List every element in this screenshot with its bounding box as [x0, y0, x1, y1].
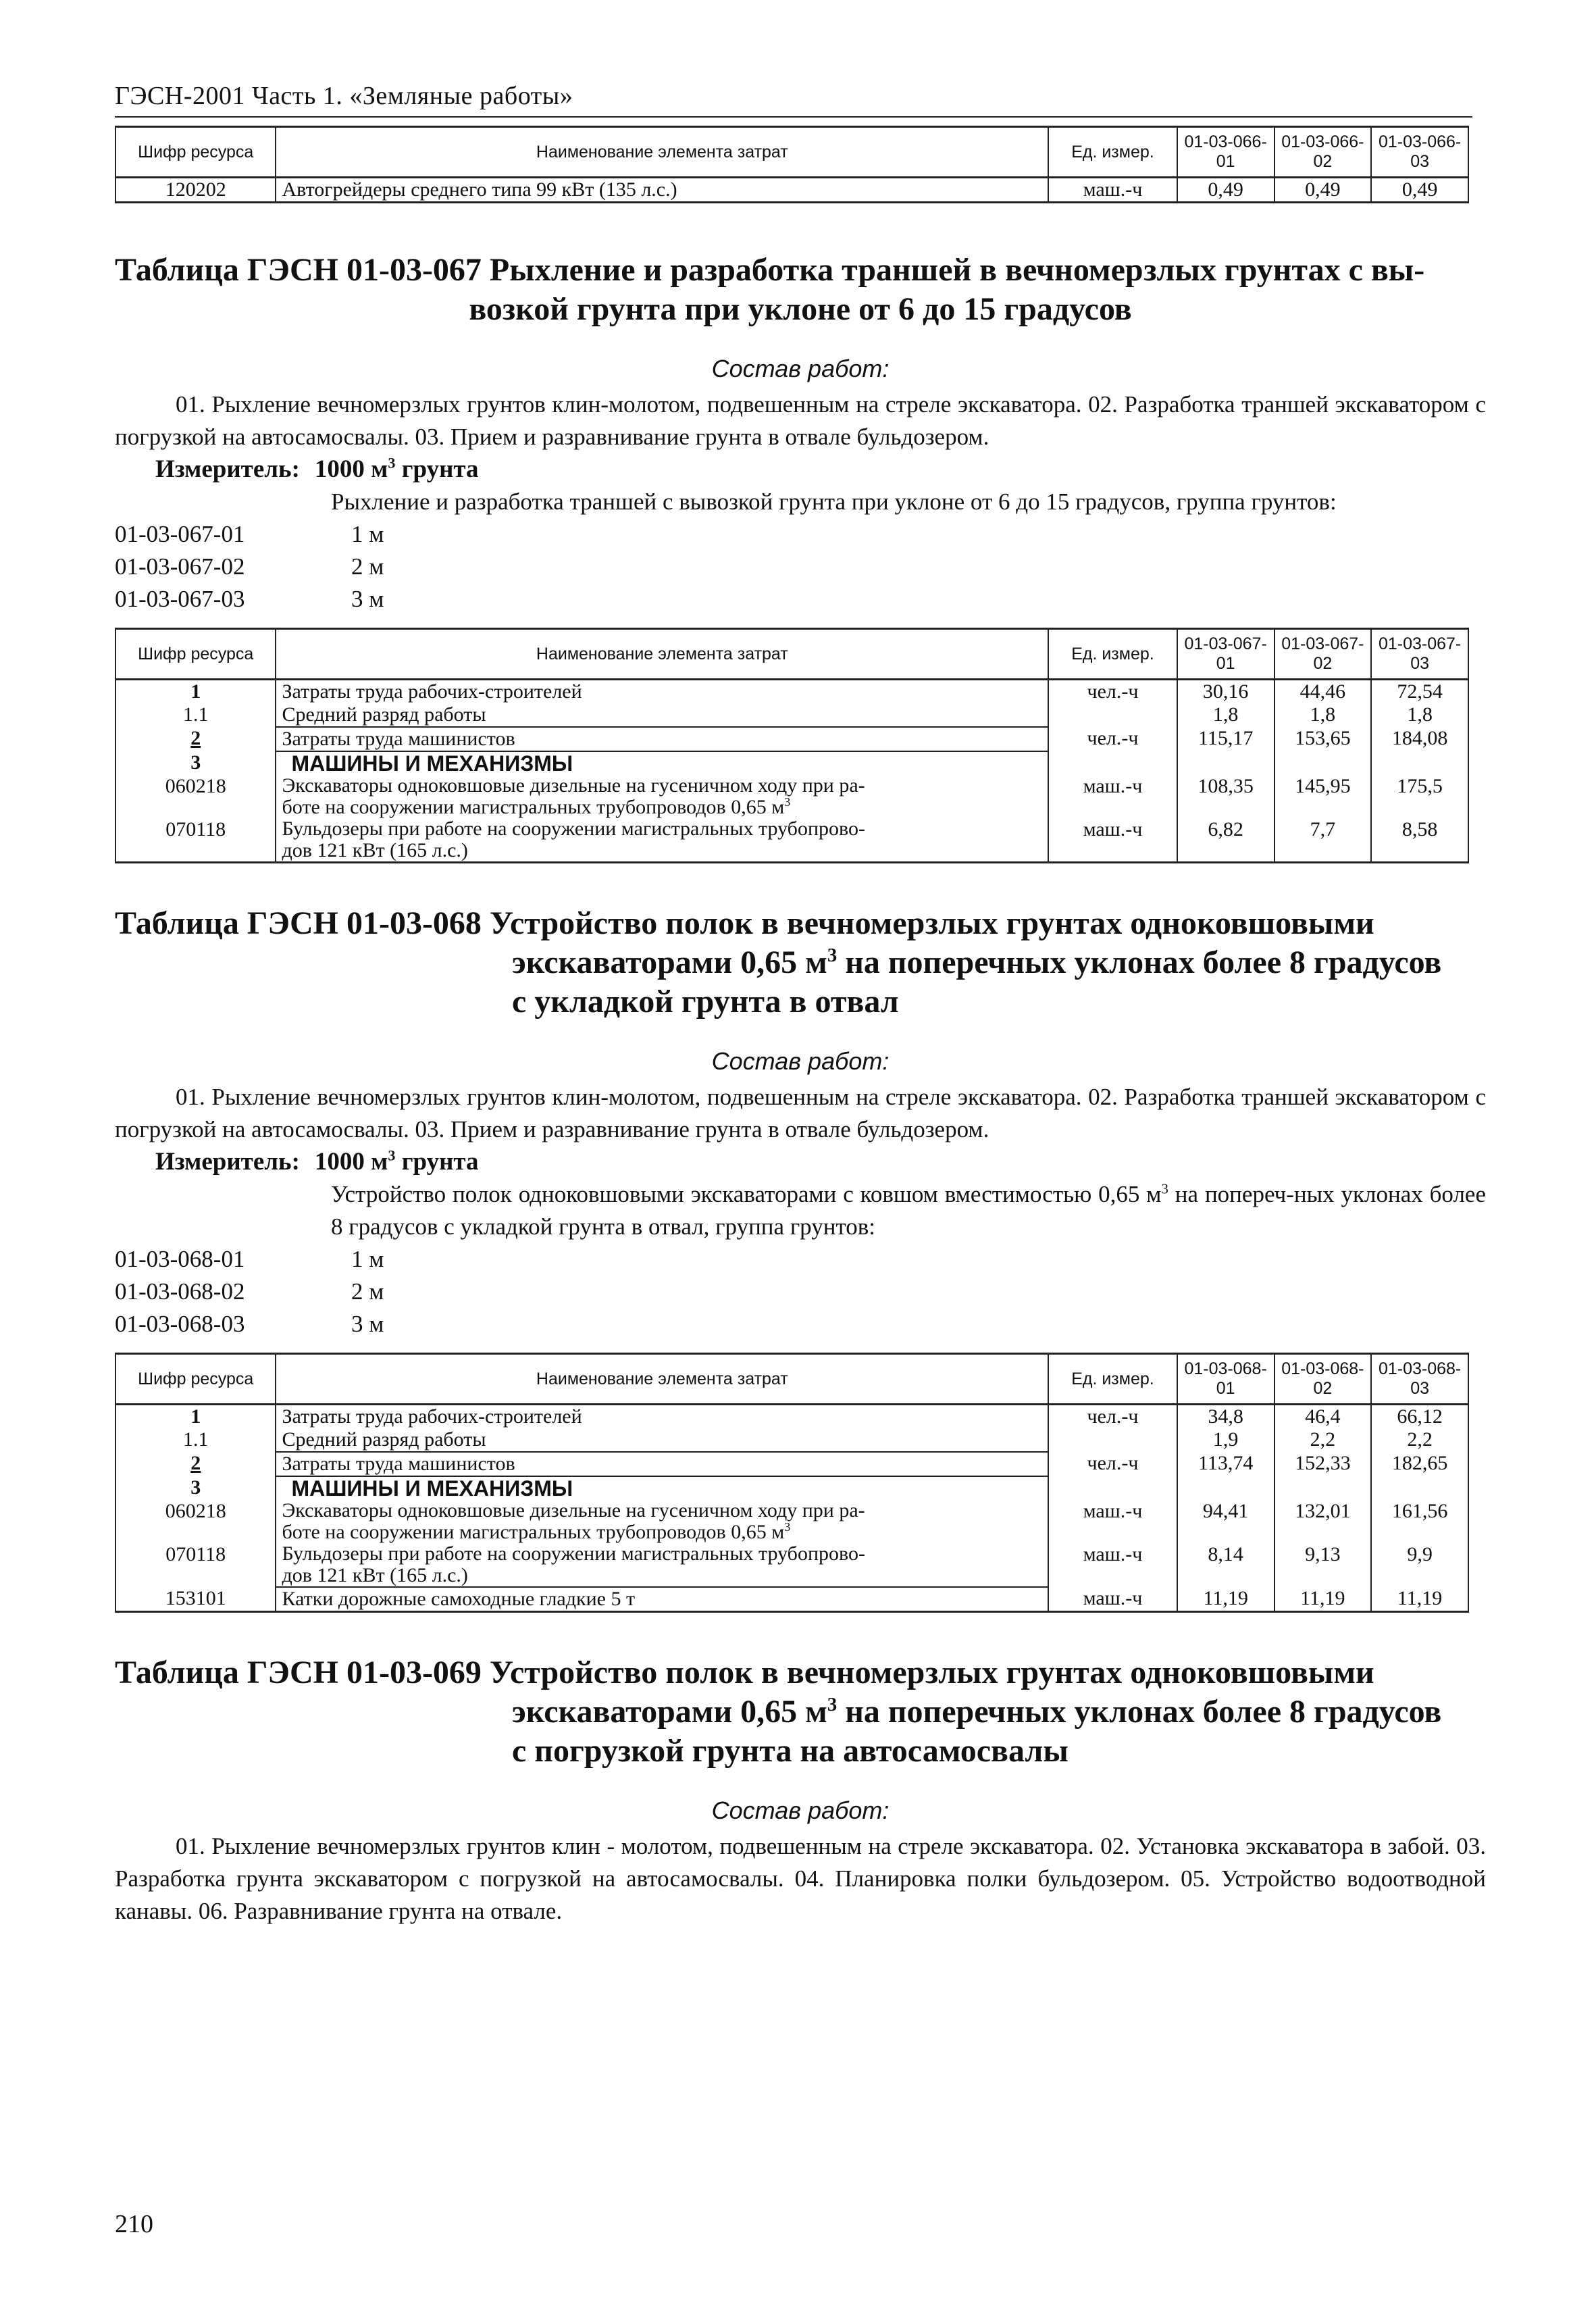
- header-code: Шифр ресурса: [115, 127, 276, 178]
- soil-group: 3 м: [351, 586, 384, 612]
- code: 01-03-068-02: [115, 1278, 245, 1305]
- row-unit: маш.-ч: [1048, 818, 1177, 863]
- table-067: [115, 628, 1469, 863]
- measure-sup: 3: [388, 454, 396, 472]
- header-col-1: 01-03-067-01: [1177, 629, 1275, 680]
- list-item: [115, 1276, 1486, 1308]
- header-col-3: 01-03-066-03: [1371, 127, 1468, 178]
- measure-line: [155, 1146, 1486, 1178]
- measure-label: Измеритель:: [155, 1148, 300, 1176]
- measure-value: 1000 м: [314, 455, 388, 483]
- row-name: Затраты труда машинистов: [276, 1452, 1048, 1476]
- measure-label: Измеритель:: [155, 455, 300, 483]
- row-unit: маш.-ч: [1048, 775, 1177, 818]
- row-code: 060218: [115, 1500, 276, 1543]
- row-value: 8,14: [1177, 1543, 1275, 1587]
- code-list: [115, 1243, 1486, 1340]
- row-unit: [1048, 1428, 1177, 1452]
- list-item: [115, 551, 1486, 583]
- row-name: Затраты труда рабочих-строителей: [276, 680, 1048, 704]
- row-unit: чел.-ч: [1048, 680, 1177, 704]
- measure-sup: 3: [388, 1147, 396, 1164]
- measure-value: 1000 м: [314, 1148, 388, 1176]
- table-row: [115, 703, 1468, 727]
- measure-line: [155, 453, 1486, 486]
- table-row: [115, 818, 1468, 863]
- page-number: 210: [115, 2210, 153, 2238]
- row-name: Затраты труда машинистов: [276, 727, 1048, 751]
- row-value: 161,56: [1371, 1500, 1468, 1543]
- row-unit: маш.-ч: [1048, 1543, 1177, 1587]
- header-name: Наименование элемента затрат: [276, 1354, 1048, 1405]
- title-line-2: экскаваторами 0,65 $м^3$ на поперечных уклонах более 8 градусов: [512, 945, 1442, 980]
- row-name: Экскаваторы одноковшовые дизельные на гусеничном ходу при ра- боте на сооружении магистральных трубопроводов 0,65 $м^3$: [276, 775, 1048, 818]
- code: 01-03-068-01: [115, 1246, 245, 1272]
- row-value: 6,82: [1177, 818, 1275, 863]
- table-row: [115, 1452, 1468, 1476]
- header-name: Наименование элемента затрат: [276, 127, 1048, 178]
- header-col-1: 01-03-066-01: [1177, 127, 1275, 178]
- row-name: Средний разряд работы: [276, 1428, 1048, 1452]
- title-line-2: экскаваторами 0,65 $м^3$ на поперечных уклонах более 8 градусов: [512, 1694, 1442, 1730]
- row-value: 2,2: [1275, 1428, 1372, 1452]
- row-value: 145,95: [1275, 775, 1372, 818]
- row-name: Затраты труда рабочих-строителей: [276, 1405, 1048, 1429]
- row-value: 11,19: [1275, 1587, 1372, 1612]
- header-col-1: 01-03-068-01: [1177, 1354, 1275, 1405]
- table-description: Рыхление и разработка траншей с вывозкой грунта при уклоне от 6 до 15 градусов, группа грунтов:: [331, 488, 1337, 515]
- table-description: Устройство полок одноковшовыми экскаваторами с ковшом вместимостью 0,65 $м^3$ на попереч-ных уклонах более 8 градусов с укладкой грунта в отвал, группа грунтов:: [331, 1180, 1487, 1240]
- row-unit: маш.-ч: [1048, 178, 1177, 203]
- table-row: [115, 1405, 1468, 1429]
- row-code: 1: [115, 680, 276, 704]
- header-col-3: 01-03-067-03: [1371, 629, 1468, 680]
- work-composition-text: 01. Рыхление вечномерзлых грунтов клин-молотом, подвешенным на стреле экскаватора. 02. Разработка траншей экскаватором с погрузкой на автосамосвалы. 03. Прием и разравнивание грунта в отвале бульдозером.: [115, 391, 1486, 450]
- table-row: [115, 775, 1468, 818]
- row-name: Автогрейдеры среднего типа 99 кВт (135 л.с.): [276, 178, 1048, 203]
- header-name: Наименование элемента затрат: [276, 629, 1048, 680]
- row-code: 3: [115, 1476, 276, 1500]
- title-line-3: с укладкой грунта в отвал: [512, 984, 899, 1020]
- header-col-2: 01-03-066-02: [1275, 127, 1372, 178]
- row-value: 182,65: [1371, 1452, 1468, 1476]
- header-unit: Ед. измер.: [1048, 127, 1177, 178]
- row-name: Бульдозеры при работе на сооружении магистральных трубопрово- дов 121 кВт (165 л.с.): [276, 818, 1048, 863]
- row-unit: маш.-ч: [1048, 1500, 1177, 1543]
- row-code: 3: [115, 751, 276, 775]
- measure-tail: грунта: [395, 1148, 479, 1176]
- code: 01-03-067-03: [115, 586, 245, 612]
- measure-tail: грунта: [395, 455, 479, 483]
- header-code: Шифр ресурса: [115, 1354, 276, 1405]
- row-name: МАШИНЫ И МЕХАНИЗМЫ: [276, 1476, 1048, 1500]
- table-row: [115, 1500, 1468, 1543]
- table-069-title: [115, 1653, 1486, 1771]
- row-value: 72,54: [1371, 680, 1468, 704]
- row-unit: маш.-ч: [1048, 1587, 1177, 1612]
- header-col-2: 01-03-067-02: [1275, 629, 1372, 680]
- title-line-1: Таблица ГЭСН 01-03-068 Устройство полок в вечномерзлых грунтах одноковшовыми: [115, 905, 1374, 941]
- list-item: [115, 518, 1486, 551]
- row-code: 070118: [115, 818, 276, 863]
- row-value: 175,5: [1371, 775, 1468, 818]
- document-page: [115, 81, 1486, 1928]
- row-name: МАШИНЫ И МЕХАНИЗМЫ: [276, 751, 1048, 775]
- row-unit: чел.-ч: [1048, 1405, 1177, 1429]
- table-row: [115, 178, 1468, 203]
- row-value: 9,9: [1371, 1543, 1468, 1587]
- row-value: 132,01: [1275, 1500, 1372, 1543]
- table-row: [115, 1428, 1468, 1452]
- code-list: [115, 518, 1486, 615]
- soil-group: 3 м: [351, 1311, 384, 1337]
- list-item: [115, 1243, 1486, 1276]
- soil-group: 2 м: [351, 553, 384, 580]
- header-code: Шифр ресурса: [115, 629, 276, 680]
- row-code: 1: [115, 1405, 276, 1429]
- title-line-3: с погрузкой грунта на автосамосвалы: [512, 1733, 1069, 1769]
- work-composition-text: 01. Рыхление вечномерзлых грунтов клин - молотом, подвешенным на стреле экскаватора. 02. Установка экскаватора в забой. 03. Разработка грунта экскаватором с погрузкой на автосамосвалы. 04. Планировка полки бульдозером. 05. Устройство водоотводной канавы. 06. Разравнивание грунта на отвале.: [115, 1833, 1486, 1924]
- soil-group: 1 м: [351, 521, 384, 547]
- soil-group: 2 м: [351, 1278, 384, 1305]
- header-col-3: 01-03-068-03: [1371, 1354, 1468, 1405]
- title-line-2: возкой грунта при уклоне от 6 до 15 градусов: [469, 291, 1132, 327]
- row-unit: чел.-ч: [1048, 727, 1177, 751]
- row-name: Экскаваторы одноковшовые дизельные на гусеничном ходу при ра- боте на сооружении магистральных трубопроводов 0,65 $м^3$: [276, 1500, 1048, 1543]
- code: 01-03-068-03: [115, 1311, 245, 1337]
- row-code: 153101: [115, 1587, 276, 1612]
- row-value: 1,8: [1275, 703, 1372, 727]
- row-value: 0,49: [1275, 178, 1372, 203]
- row-value: 46,4: [1275, 1405, 1372, 1429]
- row-value: 0,49: [1177, 178, 1275, 203]
- row-value: 184,08: [1371, 727, 1468, 751]
- table-068: [115, 1353, 1469, 1613]
- list-item: [115, 583, 1486, 615]
- row-value: 94,41: [1177, 1500, 1275, 1543]
- row-unit: [1048, 703, 1177, 727]
- row-value: 1,8: [1177, 703, 1275, 727]
- row-code: 070118: [115, 1543, 276, 1587]
- row-unit: чел.-ч: [1048, 1452, 1177, 1476]
- list-item: [115, 1308, 1486, 1340]
- work-composition-heading: Состав работ:: [711, 1047, 890, 1075]
- table-section-row: [115, 751, 1468, 775]
- row-code: 1.1: [115, 703, 276, 727]
- row-code: 120202: [115, 178, 276, 203]
- code: 01-03-067-01: [115, 521, 245, 547]
- row-value: 44,46: [1275, 680, 1372, 704]
- row-value: 153,65: [1275, 727, 1372, 751]
- table-066-continuation: [115, 126, 1469, 203]
- table-row: [115, 727, 1468, 751]
- row-value: 11,19: [1371, 1587, 1468, 1612]
- row-value: 1,9: [1177, 1428, 1275, 1452]
- header-col-2: 01-03-068-02: [1275, 1354, 1372, 1405]
- row-value: 66,12: [1371, 1405, 1468, 1429]
- table-067-title: [115, 251, 1486, 329]
- row-value: 1,8: [1371, 703, 1468, 727]
- row-value: 7,7: [1275, 818, 1372, 863]
- table-row: [115, 680, 1468, 704]
- row-value: 2,2: [1371, 1428, 1468, 1452]
- table-section-row: [115, 1476, 1468, 1500]
- row-code: 2: [115, 1452, 276, 1476]
- work-composition-text: 01. Рыхление вечномерзлых грунтов клин-молотом, подвешенным на стреле экскаватора. 02. Разработка траншей экскаватором с погрузкой на автосамосвалы. 03. Прием и разравнивание грунта в отвале бульдозером.: [115, 1084, 1486, 1142]
- row-code: 1.1: [115, 1428, 276, 1452]
- row-value: 108,35: [1177, 775, 1275, 818]
- row-name: Средний разряд работы: [276, 703, 1048, 727]
- row-value: 113,74: [1177, 1452, 1275, 1476]
- row-name: Катки дорожные самоходные гладкие 5 т: [276, 1587, 1048, 1612]
- row-value: 152,33: [1275, 1452, 1372, 1476]
- table-row: [115, 1543, 1468, 1587]
- code: 01-03-067-02: [115, 553, 245, 580]
- table-068-title: [115, 904, 1486, 1022]
- row-code: 060218: [115, 775, 276, 818]
- row-value: 34,8: [1177, 1405, 1275, 1429]
- table-row: [115, 1587, 1468, 1612]
- row-value: 0,49: [1371, 178, 1468, 203]
- work-composition-heading: Состав работ:: [711, 1796, 890, 1824]
- row-value: 8,58: [1371, 818, 1468, 863]
- row-value: 9,13: [1275, 1543, 1372, 1587]
- title-line-1: Таблица ГЭСН 01-03-067 Рыхление и разработка траншей в вечномерзлых грунтах с вы-: [115, 252, 1425, 288]
- soil-group: 1 м: [351, 1246, 384, 1272]
- work-composition-heading: Состав работ:: [711, 355, 890, 382]
- header-unit: Ед. измер.: [1048, 1354, 1177, 1405]
- row-value: 115,17: [1177, 727, 1275, 751]
- row-value: 11,19: [1177, 1587, 1275, 1612]
- row-name: Бульдозеры при работе на сооружении магистральных трубопрово- дов 121 кВт (165 л.с.): [276, 1543, 1048, 1587]
- row-code: 2: [115, 727, 276, 751]
- row-value: 30,16: [1177, 680, 1275, 704]
- running-header: ГЭСН-2001 Часть 1. «Земляные работы»: [115, 81, 1472, 118]
- header-unit: Ед. измер.: [1048, 629, 1177, 680]
- title-line-1: Таблица ГЭСН 01-03-069 Устройство полок в вечномерзлых грунтах одноковшовыми: [115, 1655, 1374, 1690]
